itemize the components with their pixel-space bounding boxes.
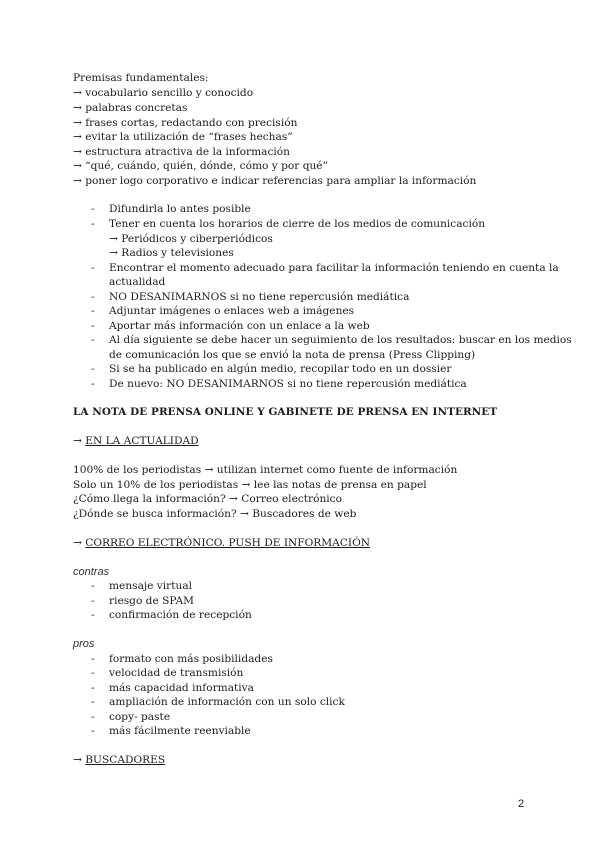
list-item: Al día siguiente se debe hacer un seguimiento de los resultados: buscar en los medios <box>109 334 572 346</box>
list-bullet: - <box>91 696 95 708</box>
arrow-icon: → <box>73 435 82 447</box>
stat-line: 100% de los periodistas → utilizan internet como fuente de información <box>73 464 458 476</box>
list-item: Tener en cuenta los horarios de cierre de los medios de comunicación <box>109 218 486 230</box>
list-item-continuation: actualidad <box>109 276 166 288</box>
stat-line: Solo un 10% de los periodistas → lee las notas de prensa en papel <box>73 479 427 491</box>
list-bullet: - <box>91 378 95 390</box>
premisa-item: → palabras concretas <box>73 102 188 114</box>
premisas-title: Premisas fundamentales: <box>73 72 209 84</box>
premisa-item: → estructura atractiva de la información <box>73 146 291 158</box>
sub-item: → Periódicos y ciberperiódicos <box>109 233 273 245</box>
premisa-item: → frases cortas, redactando con precisión <box>73 117 298 129</box>
premisa-item: → evitar la utilización de “frases hechas” <box>73 131 293 143</box>
premisa-item: → “qué, cuándo, quién, dónde, cómo y por qué” <box>73 160 328 172</box>
sub-item: → Radios y televisiones <box>109 247 234 259</box>
premisa-item: → vocabulario sencillo y conocido <box>73 87 254 99</box>
pros-item: copy- paste <box>109 711 171 723</box>
list-bullet: - <box>91 711 95 723</box>
arrow-icon: → <box>73 754 82 766</box>
list-bullet: - <box>91 334 95 346</box>
list-bullet: - <box>91 320 95 332</box>
subsection-heading <box>73 536 370 550</box>
list-bullet: - <box>91 580 95 592</box>
list-bullet: - <box>91 609 95 621</box>
pros-label: pros <box>73 638 95 650</box>
subsection-title: EN LA ACTUALIDAD <box>85 435 199 447</box>
list-bullet: - <box>91 595 95 607</box>
list-item-continuation: de comunicación los que se envió la nota de prensa (Press Clipping) <box>109 349 476 361</box>
pros-item: velocidad de transmisión <box>109 667 244 679</box>
section-heading: LA NOTA DE PRENSA ONLINE Y GABINETE DE PRENSA EN INTERNET <box>73 406 498 418</box>
contras-item: riesgo de SPAM <box>109 595 195 607</box>
contras-label: contras <box>73 566 110 578</box>
stat-line: ¿Dónde se busca información? → Buscadores de web <box>73 508 357 520</box>
list-item: NO DESANIMARNOS si no tiene repercusión mediática <box>109 291 410 303</box>
list-bullet: - <box>91 667 95 679</box>
list-bullet: - <box>91 262 95 274</box>
subsection-title: CORREO ELECTRÓNICO. PUSH DE INFORMACIÓN <box>85 537 371 549</box>
list-bullet: - <box>91 653 95 665</box>
arrow-icon: → <box>73 537 82 549</box>
pros-item: formato con más posibilidades <box>109 653 273 665</box>
premisa-item: → poner logo corporativo e indicar referencias para ampliar la información <box>73 175 477 187</box>
list-bullet: - <box>91 305 95 317</box>
subsection-heading <box>73 434 199 448</box>
contras-item: mensaje virtual <box>109 580 193 592</box>
page-number: 2 <box>518 798 525 810</box>
list-bullet: - <box>91 218 95 230</box>
subsection-title: BUSCADORES <box>85 754 166 766</box>
list-item: Adjuntar imágenes o enlaces web a imágenes <box>109 305 355 317</box>
list-bullet: - <box>91 291 95 303</box>
subsection-heading <box>73 753 165 767</box>
list-bullet: - <box>91 363 95 375</box>
list-item: Aportar más información con un enlace a la web <box>109 320 370 332</box>
list-bullet: - <box>91 682 95 694</box>
list-item: De nuevo: NO DESANIMARNOS si no tiene repercusión mediática <box>109 378 467 390</box>
pros-item: más fácilmente reenviable <box>109 725 251 737</box>
list-item: Difundirla lo antes posible <box>109 203 251 215</box>
list-bullet: - <box>91 725 95 737</box>
list-item: Encontrar el momento adecuado para facilitar la información teniendo en cuenta la <box>109 262 559 274</box>
contras-item: confirmación de recepción <box>109 609 252 621</box>
pros-item: ampliación de información con un solo click <box>109 696 345 708</box>
list-item: Si se ha publicado en algún medio, recopilar todo en un dossier <box>109 363 452 375</box>
list-bullet: - <box>91 203 95 215</box>
stat-line: ¿Cómo llega la información? → Correo electrónico <box>73 493 342 505</box>
pros-item: más capacidad informativa <box>109 682 254 694</box>
